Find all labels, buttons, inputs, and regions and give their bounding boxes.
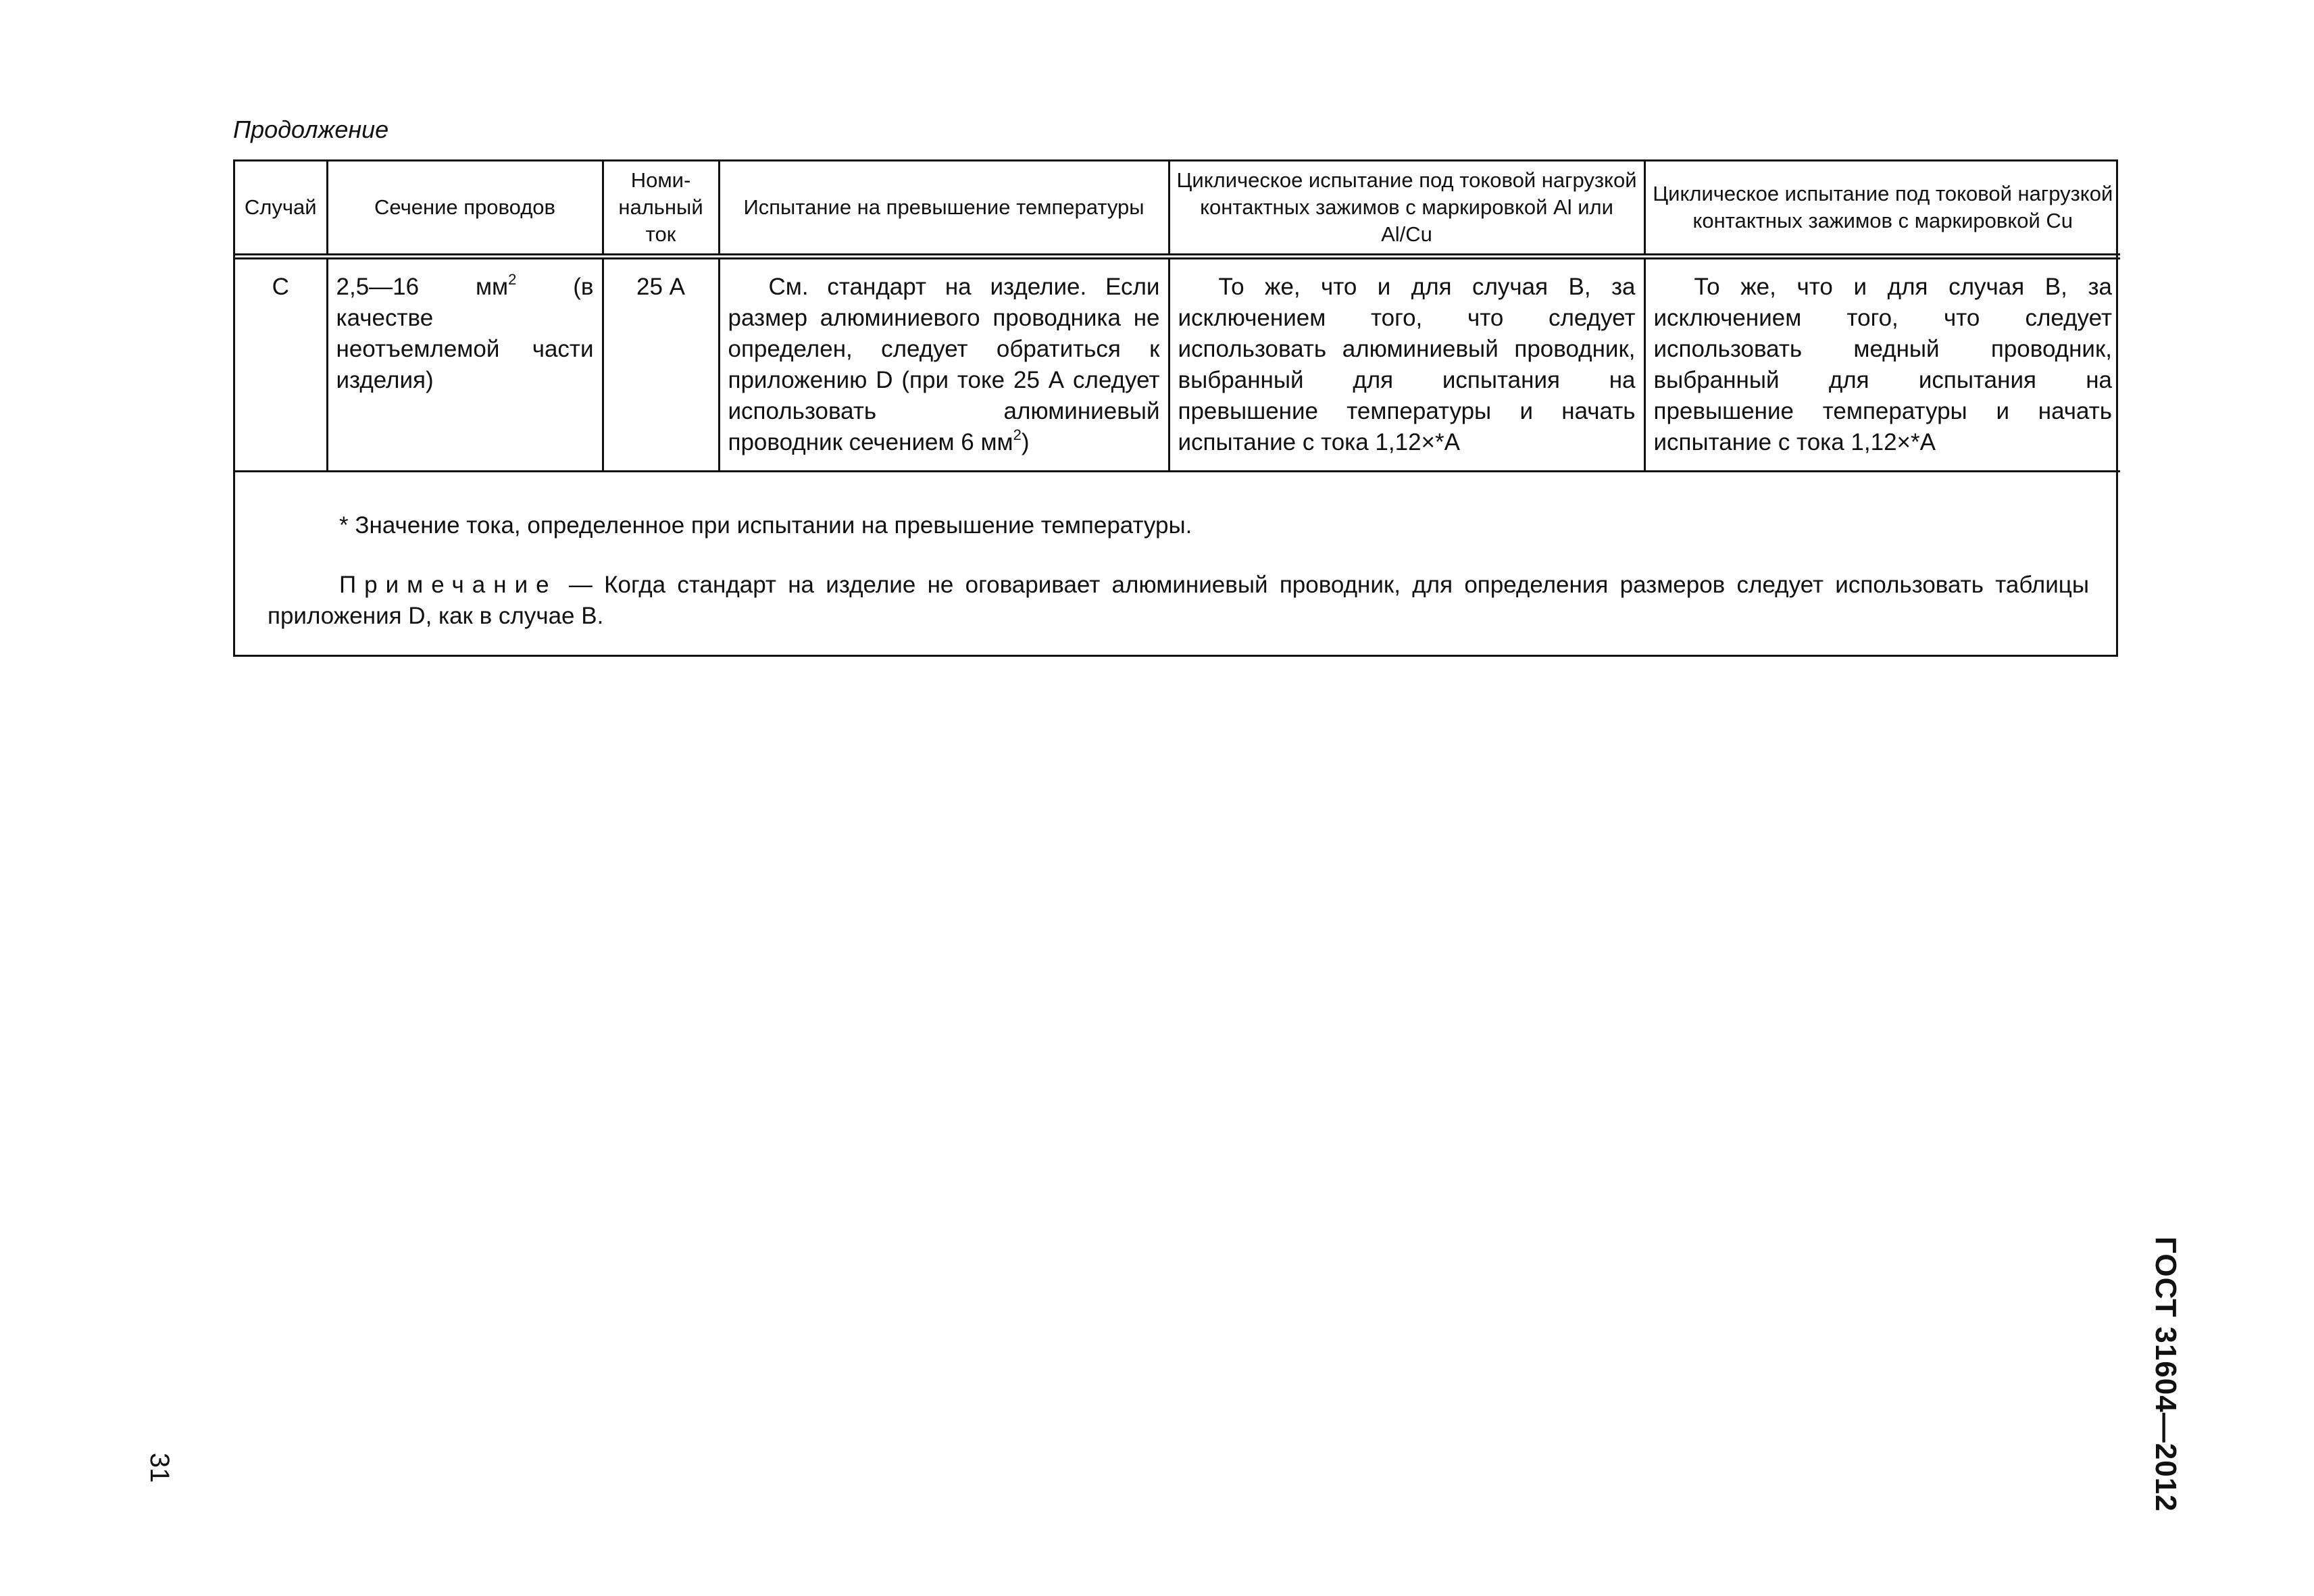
header-temperature-test: Испытание на превышение температуры (719, 161, 1169, 256)
cell-temperature-test-sup: 2 (1013, 426, 1022, 443)
header-wire-section: Сечение проводов (327, 161, 603, 256)
cell-al-cyclic-test: То же, что и для случая В, за исключением того, что следует использовать алюминиевый проводник, выбранный для испытания на превышение температуры и начать испытание с тока 1,12×*А (1169, 256, 1644, 471)
requirements-table (233, 159, 2118, 657)
header-case: Случай (235, 161, 327, 256)
cell-rated-current: 25 А (603, 256, 719, 471)
header-rated-current: Номи-нальный ток (603, 161, 719, 256)
note (268, 570, 2089, 632)
note-text: — Когда стандарт на изделие не оговаривает алюминиевый проводник, для определения размеров следует использовать таблицы приложения D, как в случае В. (268, 572, 2089, 629)
table-row (235, 256, 2120, 471)
header-cu-cyclic-test: Циклическое испытание под токовой нагрузкой контактных зажимов с маркировкой Cu (1644, 161, 2120, 256)
note-label: Примечание (339, 572, 557, 598)
cell-wire-section-a: 2,5—16 мм (336, 273, 509, 300)
table-notes (235, 475, 2116, 655)
cell-temperature-test-b: ) (1021, 428, 1030, 455)
cell-temperature-test-a: См. стандарт на изделие. Если размер алюминиевого проводника не определен, следует обратиться к приложению D (при токе 25 А следует использовать алюминиевый проводник сечением 6 мм (728, 273, 1160, 455)
cell-wire-section-sup: 2 (508, 270, 517, 288)
cell-wire-section-b: (в качестве неотъемлемой части изделия) (336, 273, 594, 393)
continuation-label: Продолжение (233, 116, 389, 143)
footnote: * Значение тока, определенное при испытании на превышение температуры. (339, 512, 1192, 539)
header-al-cyclic-test: Циклическое испытание под токовой нагрузкой контактных зажимов с маркировкой Al или Al/Cu (1169, 161, 1644, 256)
cell-cu-cyclic-test: То же, что и для случая В, за исключением того, что следует использовать медный проводник, выбранный для испытания на превышение температуры и начать испытание с тока 1,12×*А (1644, 256, 2120, 471)
cell-temperature-test (719, 256, 1169, 471)
document-code: ГОСТ 31604—2012 (2149, 1237, 2182, 1512)
page-number: 31 (145, 1453, 174, 1483)
table-header-row (235, 161, 2120, 256)
cell-case: C (235, 256, 327, 471)
cell-wire-section (327, 256, 603, 471)
